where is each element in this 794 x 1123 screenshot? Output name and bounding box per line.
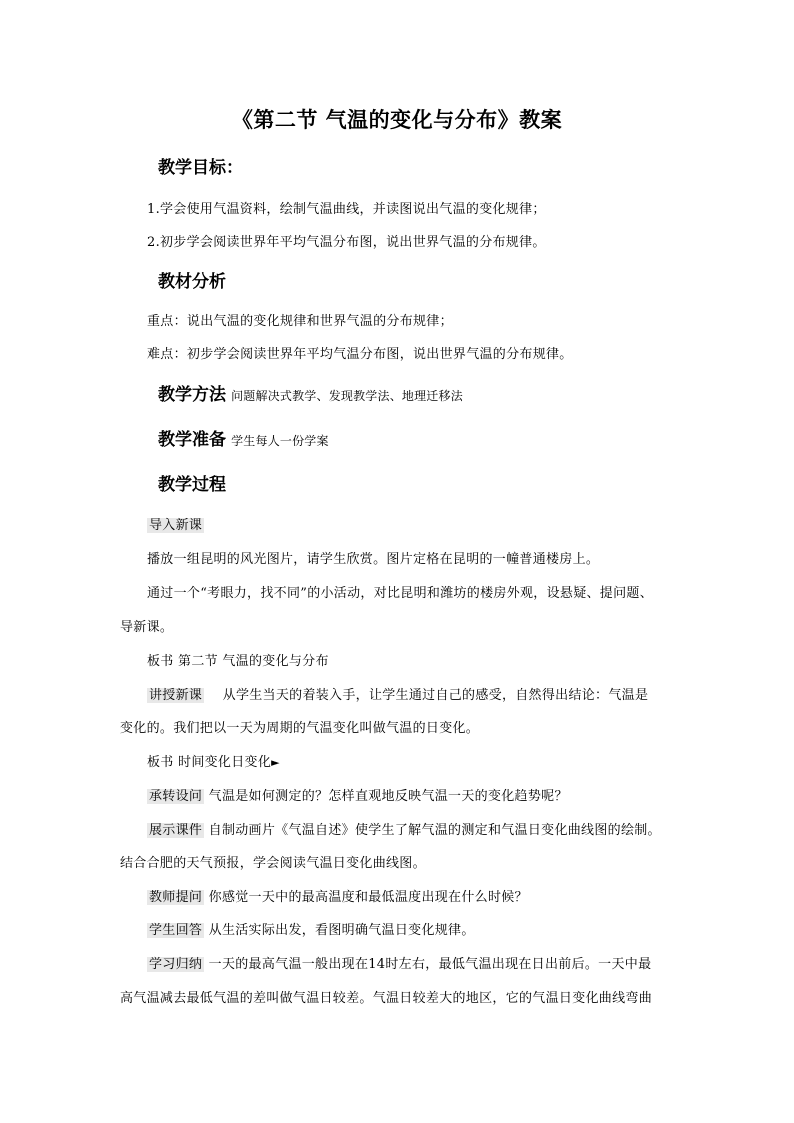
teach-tag: 讲授新课 [149,688,203,703]
preparation-row [158,425,329,450]
process-heading: 教学过程 [158,475,226,495]
answer-tag: 学生回答 [149,923,203,938]
teach-line-a [147,684,648,703]
intro-tag-line [147,514,204,533]
intro-paragraph-2a: 通过一个“考眼力，找不同”的小活动，对比昆明和潍坊的楼房外观，设悬疑、提问题、 [147,586,653,601]
intro-tag: 导入新课 [149,518,203,533]
answer-line [147,919,475,938]
methods-heading: 教学方法 [158,385,226,405]
key-point: 重点：说出气温的变化规律和世界气温的分布规律； [147,314,453,329]
courseware-text-a: 自制动画片《气温自述》使学生了解气温的测定和气温日变化曲线图的绘制。 [208,823,661,838]
transition-line [147,785,568,804]
transition-tag: 承转设问 [149,789,203,804]
summary-text-a: 一天的最高气温一般出现在14时左右，最低气温出现在日出前后。一天中最 [208,957,652,972]
ask-text: 你感觉一天中的最高温度和最低温度出现在什么时候？ [208,890,528,905]
summary-line-a [147,953,651,972]
teach-line-b: 变化的。我们把以一天为周期的气温变化叫做气温的日变化。 [120,721,480,736]
objective-item-2: 2.初步学会阅读世界年平均气温分布图，说出世界气温的分布规律。 [147,235,546,250]
courseware-line-b: 结合合肥的天气预报，学会阅读气温日变化曲线图。 [120,856,426,871]
arrow-right-icon: ► [271,756,280,769]
preparation-heading: 教学准备 [158,430,226,450]
ask-tag: 教师提问 [149,890,203,905]
board-note-2-line [147,751,280,770]
methods-row [158,380,463,405]
objectives-heading: 教学目标： [158,158,243,178]
ask-line [147,886,528,905]
document-title: 《第二节 气温的变化与分布》教案 [231,107,563,132]
preparation-text: 学生每人一份学案 [231,434,329,448]
objective-item-1: 1.学会使用气温资料，绘制气温曲线，并读图说出气温的变化规律； [147,202,546,217]
methods-text: 问题解决式教学、发现教学法、地理迁移法 [231,389,463,403]
summary-tag: 学习归纳 [149,957,203,972]
summary-line-b: 高气温减去最低气温的差叫做气温日较差。气温日较差大的地区，它的气温日变化曲线弯曲 [120,991,653,1006]
board-note-2: 板书 时间变化日变化 [147,755,272,770]
answer-text: 从生活实际出发，看图明确气温日变化规律。 [208,923,475,938]
transition-text: 气温是如何测定的？怎样直观地反映气温一天的变化趋势呢？ [208,789,568,804]
courseware-tag: 展示课件 [149,823,203,838]
difficult-point: 难点：初步学会阅读世界年平均气温分布图，说出世界气温的分布规律。 [147,347,573,362]
board-note-1: 板书 第二节 气温的变化与分布 [147,654,329,669]
analysis-heading: 教材分析 [158,272,226,292]
intro-paragraph-2b: 导新课。 [120,620,174,635]
teach-text-a: 从学生当天的着装入手，让学生通过自己的感受，自然得出结论：气温是 [222,688,649,703]
intro-paragraph-1: 播放一组昆明的风光图片，请学生欣赏。图片定格在昆明的一幢普通楼房上。 [147,552,600,567]
courseware-line-a [147,819,661,838]
